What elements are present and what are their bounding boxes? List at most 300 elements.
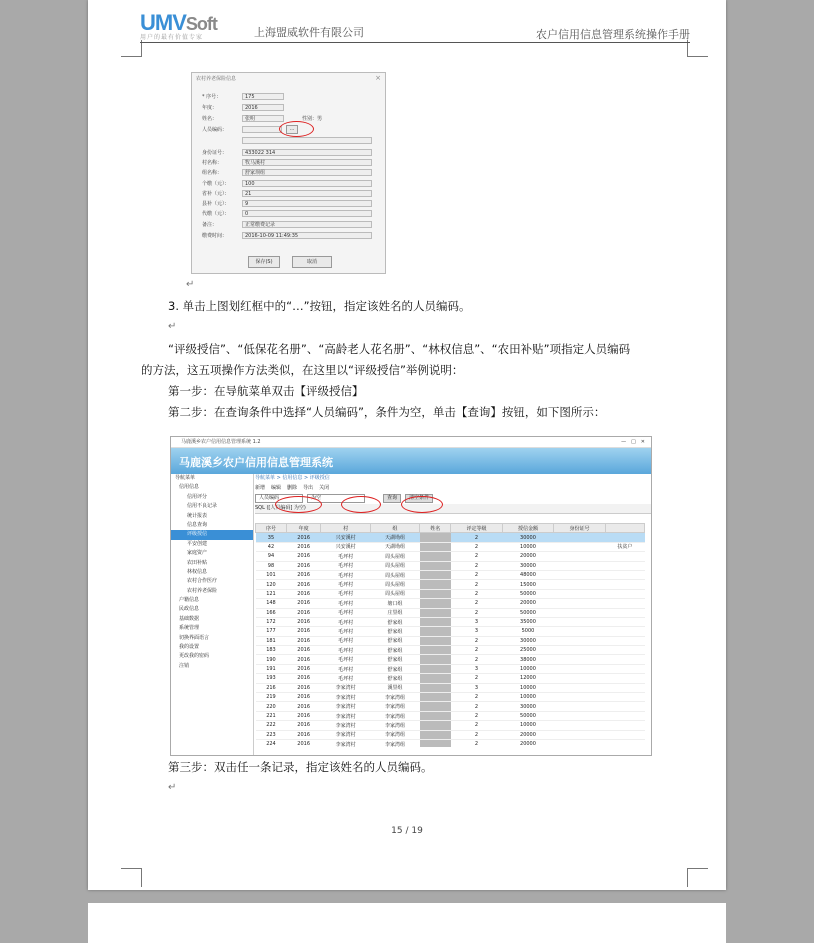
sidebar-item: 基础数据 — [179, 615, 200, 622]
column-header: 身份证号 — [554, 524, 606, 533]
page-number: 15 / 19 — [391, 826, 423, 836]
table-cell: 183 — [256, 646, 287, 655]
table-cell: 2 — [451, 608, 503, 617]
table-cell: 2 — [451, 693, 503, 702]
table-cell — [554, 608, 606, 617]
table-cell — [554, 599, 606, 608]
table-cell — [554, 646, 606, 655]
table-cell: 38000 — [502, 655, 554, 664]
nav-sidebar — [171, 474, 254, 755]
dialog-field-value: 21 — [242, 190, 372, 197]
table-cell — [554, 702, 606, 711]
dialog-field-value: 舒家坝组 — [242, 169, 372, 176]
column-header: 授信金额 — [502, 524, 554, 533]
table-cell — [420, 683, 451, 692]
table-cell: 2016 — [286, 721, 320, 730]
sidebar-item: 信用信息 — [179, 484, 200, 491]
header-company: 上海盟威软件有限公司 — [254, 26, 364, 39]
cond-field: 人员编码 — [255, 494, 303, 503]
table-cell: 2 — [451, 730, 503, 739]
table-cell: 2 — [451, 580, 503, 589]
next-page — [88, 903, 726, 943]
dialog-field-label: 省补（元）： — [202, 191, 230, 197]
table-row — [256, 561, 645, 570]
table-cell — [554, 683, 606, 692]
table-cell: 50000 — [502, 608, 554, 617]
breadcrumb: 导航菜单 > 信用信息 > 评级授信 — [255, 475, 330, 481]
table-row — [256, 730, 645, 739]
sidebar-item: 系统管理 — [179, 625, 200, 632]
table-cell: 毛坪村 — [321, 608, 370, 617]
table-cell: 李家湾村 — [321, 702, 370, 711]
table-cell: 周头屋组 — [370, 552, 419, 561]
app-title-bar: 马鹿溪乡农户信用信息管理系统 1.2 — □ ✕ — [171, 437, 651, 448]
table-cell: 天湖坳组 — [370, 542, 419, 551]
table-cell — [420, 664, 451, 673]
sidebar-item: 我的设置 — [179, 644, 200, 651]
table-cell: 2 — [451, 589, 503, 598]
table-cell: 2016 — [286, 702, 320, 711]
table-cell: 10000 — [502, 664, 554, 673]
table-cell: 2016 — [286, 646, 320, 655]
table-cell — [420, 608, 451, 617]
table-cell: 舒家组 — [370, 617, 419, 626]
toolbar — [255, 482, 651, 492]
sidebar-item: 农田补贴 — [187, 559, 208, 566]
table-cell: 2 — [451, 542, 503, 551]
table-cell: 2016 — [286, 627, 320, 636]
table-cell: 10000 — [502, 542, 554, 551]
dialog-field-value: 牧马溪村 — [242, 159, 372, 166]
table-cell: 舒家组 — [370, 674, 419, 683]
table-cell — [554, 730, 606, 739]
table-cell: 30000 — [502, 702, 554, 711]
table-cell — [605, 589, 644, 598]
table-cell: 98 — [256, 561, 287, 570]
table-cell — [554, 570, 606, 579]
table-cell: 2016 — [286, 730, 320, 739]
table-cell: 221 — [256, 711, 287, 720]
table-cell: 2 — [451, 674, 503, 683]
paragraph-mark: ↵ — [168, 321, 177, 332]
table-cell: 塘口组 — [370, 599, 419, 608]
column-header: 姓名 — [420, 524, 451, 533]
table-cell: 25000 — [502, 646, 554, 655]
table-cell: 10000 — [502, 693, 554, 702]
table-cell — [420, 674, 451, 683]
column-header — [605, 524, 644, 533]
table-cell: 2 — [451, 721, 503, 730]
table-cell: 扶贫户 — [605, 542, 644, 551]
table-cell: 2 — [451, 646, 503, 655]
table-cell — [420, 570, 451, 579]
table-cell: 2 — [451, 599, 503, 608]
column-header: 序号 — [256, 524, 287, 533]
table-cell: 毛坪村 — [321, 617, 370, 626]
dialog-field-label: 年度： — [202, 105, 218, 111]
table-cell — [605, 721, 644, 730]
table-cell — [554, 739, 606, 747]
sidebar-item: 平安创建 — [187, 540, 208, 547]
table-cell: 3 — [451, 627, 503, 636]
table-cell: 50000 — [502, 711, 554, 720]
sidebar-item: 评级授信 — [171, 530, 253, 539]
table-cell — [605, 739, 644, 747]
sidebar-item: 统计报表 — [187, 512, 208, 519]
table-row — [256, 683, 645, 692]
highlight-circle — [341, 496, 381, 513]
table-cell: 李家湾组 — [370, 721, 419, 730]
table-cell — [554, 664, 606, 673]
dialog-field-value: 0 — [242, 210, 372, 217]
table-cell: 222 — [256, 721, 287, 730]
paragraph-line1: “评级授信”、“低保花名册”、“高龄老人花名册”、“林权信息”、“农田补贴”项指定人员编码 — [168, 342, 631, 356]
sidebar-item: 信用不良记录 — [187, 503, 218, 510]
sidebar-item: 更改我的密码 — [179, 653, 210, 660]
table-cell — [554, 542, 606, 551]
highlight-circle — [401, 496, 443, 513]
table-cell: 3 — [451, 683, 503, 692]
table-row — [256, 636, 645, 645]
table-cell: 2 — [451, 561, 503, 570]
header-rule — [140, 42, 690, 43]
step3b-text: 第三步：双击任一条记录，指定该姓名的人员编码。 — [168, 760, 433, 774]
table-cell: 2 — [451, 655, 503, 664]
table-cell: 2016 — [286, 561, 320, 570]
table-cell — [420, 730, 451, 739]
table-row — [256, 552, 645, 561]
table-cell: 2016 — [286, 739, 320, 747]
table-cell: 舒家组 — [370, 646, 419, 655]
table-cell: 2016 — [286, 693, 320, 702]
table-cell — [605, 599, 644, 608]
gender-label: 性别：男 — [302, 116, 323, 122]
dialog-field-label: * 序号： — [202, 94, 222, 100]
table-cell: 5000 — [502, 627, 554, 636]
table-cell: 周头屋组 — [370, 589, 419, 598]
table-cell: 毛坪村 — [321, 674, 370, 683]
dialog-field-value — [242, 137, 372, 144]
table-cell: 30000 — [502, 533, 554, 542]
table-cell — [605, 627, 644, 636]
dialog-field-label: 姓名： — [202, 116, 218, 122]
table-cell — [605, 674, 644, 683]
table-cell — [605, 636, 644, 645]
table-cell: 李家湾组 — [370, 711, 419, 720]
table-cell: 3 — [451, 617, 503, 626]
table-cell — [605, 730, 644, 739]
table-cell: 20000 — [502, 552, 554, 561]
table-cell: 兴安溪村 — [321, 542, 370, 551]
table-row — [256, 589, 645, 598]
table-cell: 2016 — [286, 533, 320, 542]
table-cell — [605, 693, 644, 702]
table-cell: 15000 — [502, 580, 554, 589]
paragraph-mark: ↵ — [168, 782, 177, 793]
table-cell: 94 — [256, 552, 287, 561]
table-cell: 191 — [256, 664, 287, 673]
table-cell — [554, 627, 606, 636]
ellipsis-button: ... — [286, 125, 298, 134]
table-cell: 166 — [256, 608, 287, 617]
table-cell — [554, 721, 606, 730]
table-cell: 李家湾村 — [321, 693, 370, 702]
sidebar-item: 家庭资产 — [187, 550, 208, 557]
table-cell: 20000 — [502, 739, 554, 747]
table-row — [256, 646, 645, 655]
table-row — [256, 627, 645, 636]
table-cell: 35 — [256, 533, 287, 542]
highlight-circle — [279, 121, 314, 137]
table-cell — [420, 617, 451, 626]
table-cell: 35000 — [502, 617, 554, 626]
column-header: 组 — [370, 524, 419, 533]
table-row — [256, 655, 645, 664]
table-cell: 2016 — [286, 674, 320, 683]
table-cell: 2016 — [286, 580, 320, 589]
step2-text: 第二步：在查询条件中选择“人员编码”，条件为空，单击【查询】按钮，如下图所示： — [168, 405, 606, 419]
table-cell — [420, 561, 451, 570]
table-cell — [420, 693, 451, 702]
dialog-field-value: 433022 314 — [242, 149, 372, 156]
table-cell: 2016 — [286, 711, 320, 720]
table-cell: 溪里组 — [370, 683, 419, 692]
sql-bar: SQL ([人员编码] 为空) — [255, 504, 651, 514]
table-cell — [554, 552, 606, 561]
table-cell — [420, 533, 451, 542]
table-cell: 2 — [451, 636, 503, 645]
table-cell: 2016 — [286, 542, 320, 551]
crop-mark — [121, 40, 142, 57]
header-doc-title: 农户信用信息管理系统操作手册 — [536, 28, 690, 41]
table-cell — [420, 646, 451, 655]
table-cell — [605, 683, 644, 692]
dialog-field-value: 2016 — [242, 104, 284, 111]
table-cell: 毛坪村 — [321, 552, 370, 561]
table-cell — [554, 617, 606, 626]
table-cell: 223 — [256, 730, 287, 739]
table-cell: 30000 — [502, 636, 554, 645]
table-cell: 220 — [256, 702, 287, 711]
table-cell: 148 — [256, 599, 287, 608]
table-row — [256, 739, 645, 747]
table-cell: 2016 — [286, 655, 320, 664]
dialog-field-value: 100 — [242, 180, 372, 187]
table-cell: 2016 — [286, 664, 320, 673]
table-row — [256, 580, 645, 589]
table-cell — [420, 655, 451, 664]
step3-text: 3. 单击上图划红框中的“…”按钮，指定该姓名的人员编码。 — [168, 299, 471, 313]
table-cell: 181 — [256, 636, 287, 645]
main-panel — [255, 474, 651, 755]
table-cell: 10000 — [502, 721, 554, 730]
table-cell: 20000 — [502, 599, 554, 608]
sidebar-item: 农村养老保险 — [187, 587, 218, 594]
dialog-field-value — [242, 126, 282, 133]
table-cell — [554, 561, 606, 570]
table-cell: 193 — [256, 674, 287, 683]
table-cell: 219 — [256, 693, 287, 702]
app-screenshot — [170, 436, 652, 756]
table-cell — [554, 711, 606, 720]
table-cell: 190 — [256, 655, 287, 664]
toolbar-button: 关闭 — [319, 484, 330, 491]
table-cell: 舒家组 — [370, 664, 419, 673]
table-row — [256, 617, 645, 626]
table-cell: 毛坪村 — [321, 599, 370, 608]
table-cell: 30000 — [502, 561, 554, 570]
table-cell — [420, 627, 451, 636]
table-cell: 42 — [256, 542, 287, 551]
close-icon: × — [375, 74, 381, 82]
table-cell: 224 — [256, 739, 287, 747]
table-cell: 2 — [451, 533, 503, 542]
table-cell: 101 — [256, 570, 287, 579]
table-row — [256, 542, 645, 551]
table-cell — [554, 636, 606, 645]
table-cell: 3 — [451, 664, 503, 673]
table-cell: 天湖坳组 — [370, 533, 419, 542]
dialog-title: 农村养老保险信息 — [196, 76, 237, 82]
table-cell: 周头屋组 — [370, 561, 419, 570]
dialog-field-label: 个缴（元）： — [202, 181, 230, 187]
table-cell — [420, 580, 451, 589]
table-cell: 李家湾组 — [370, 702, 419, 711]
table-cell: 毛坪村 — [321, 589, 370, 598]
table-cell: 周头屋组 — [370, 580, 419, 589]
query-button: 查询 — [383, 494, 401, 503]
table-cell: 2 — [451, 702, 503, 711]
dialog-field-value: 175 — [242, 93, 284, 100]
table-cell: 172 — [256, 617, 287, 626]
table-cell: 毛坪村 — [321, 655, 370, 664]
table-cell — [605, 570, 644, 579]
dialog-field-label: 缴费时间： — [202, 233, 228, 239]
dialog-field-value: 张明 — [242, 115, 284, 122]
table-cell: 2016 — [286, 589, 320, 598]
highlight-circle — [275, 496, 322, 513]
table-cell — [605, 617, 644, 626]
dialog-field-value: 2016-10-09 11:49:35 — [242, 232, 372, 239]
table-row — [256, 693, 645, 702]
toolbar-button: 删除 — [287, 484, 298, 491]
dialog-field-label: 人员编码： — [202, 127, 228, 133]
column-header: 年度 — [286, 524, 320, 533]
table-cell: 李家湾村 — [321, 730, 370, 739]
table-cell: 20000 — [502, 730, 554, 739]
table-cell — [605, 702, 644, 711]
umvsoft-logo: UMVSoft 用户的最有价值专家 — [140, 10, 217, 41]
table-cell: 李家湾组 — [370, 730, 419, 739]
table-cell: 兴安溪村 — [321, 533, 370, 542]
table-cell — [420, 542, 451, 551]
table-cell — [605, 533, 644, 542]
toolbar-button: 编辑 — [271, 484, 282, 491]
table-row — [256, 599, 645, 608]
table-cell — [605, 646, 644, 655]
table-cell: 舒家组 — [370, 636, 419, 645]
table-cell: 毛坪村 — [321, 580, 370, 589]
table-cell — [605, 664, 644, 673]
step1-text: 第一步：在导航菜单双击【评级授信】 — [168, 384, 364, 398]
dialog-field-label: 县补（元）： — [202, 201, 230, 207]
crop-mark — [121, 868, 142, 887]
table-cell: 2 — [451, 570, 503, 579]
table-cell — [554, 589, 606, 598]
table-cell: 毛坪村 — [321, 646, 370, 655]
table-cell — [554, 655, 606, 664]
dialog-field-label: 备注： — [202, 222, 218, 228]
table-row — [256, 702, 645, 711]
sidebar-item: 导航菜单 — [175, 475, 196, 481]
clear-button: 清空条件 — [405, 494, 433, 503]
table-cell — [420, 589, 451, 598]
column-header: 村 — [321, 524, 370, 533]
table-cell: 毛坪村 — [321, 636, 370, 645]
document-page — [88, 0, 726, 890]
app-banner: 马鹿溪乡农户信用信息管理系统 — [171, 448, 651, 474]
sidebar-item: 切换界面语言 — [179, 634, 210, 641]
table-row — [256, 570, 645, 579]
table-cell: 2016 — [286, 570, 320, 579]
sidebar-item: 户籍信息 — [179, 597, 200, 604]
data-grid — [255, 523, 645, 747]
table-cell — [605, 552, 644, 561]
table-cell — [554, 580, 606, 589]
sidebar-item: 信用评分 — [187, 493, 208, 500]
table-cell: 毛坪村 — [321, 561, 370, 570]
sidebar-item: 信息查询 — [187, 521, 208, 528]
table-cell — [420, 711, 451, 720]
table-cell: 2016 — [286, 552, 320, 561]
table-cell: 48000 — [502, 570, 554, 579]
table-cell — [420, 552, 451, 561]
crop-mark — [687, 868, 708, 887]
table-cell: 2016 — [286, 608, 320, 617]
table-cell: 2 — [451, 739, 503, 747]
paragraph-mark: ↵ — [186, 279, 195, 290]
toolbar-button: 导出 — [303, 484, 314, 491]
table-cell — [420, 739, 451, 747]
dialog-field-label: 身份证号： — [202, 150, 228, 156]
toolbar-button: 新增 — [255, 484, 266, 491]
table-cell: 李家湾村 — [321, 721, 370, 730]
table-cell: 2 — [451, 711, 503, 720]
table-cell — [420, 702, 451, 711]
table-cell — [420, 599, 451, 608]
table-cell: 李家湾村 — [321, 739, 370, 747]
sidebar-item: 注销 — [179, 662, 190, 669]
dialog-field-label: 代缴（元）： — [202, 211, 230, 217]
table-cell — [420, 721, 451, 730]
table-cell: 2016 — [286, 599, 320, 608]
dialog-field-label: 组名称： — [202, 170, 223, 176]
table-cell: 李家湾村 — [321, 711, 370, 720]
table-cell: 毛坪村 — [321, 570, 370, 579]
table-cell: 李家湾组 — [370, 739, 419, 747]
table-cell: 庄里组 — [370, 608, 419, 617]
table-cell: 177 — [256, 627, 287, 636]
table-cell: 216 — [256, 683, 287, 692]
table-row — [256, 674, 645, 683]
table-cell: 李家湾村 — [321, 683, 370, 692]
sidebar-item: 民政信息 — [179, 606, 200, 613]
table-cell: 周头屋组 — [370, 570, 419, 579]
column-header: 评定等级 — [451, 524, 503, 533]
table-cell — [554, 674, 606, 683]
table-cell: 2 — [451, 552, 503, 561]
table-cell — [554, 693, 606, 702]
